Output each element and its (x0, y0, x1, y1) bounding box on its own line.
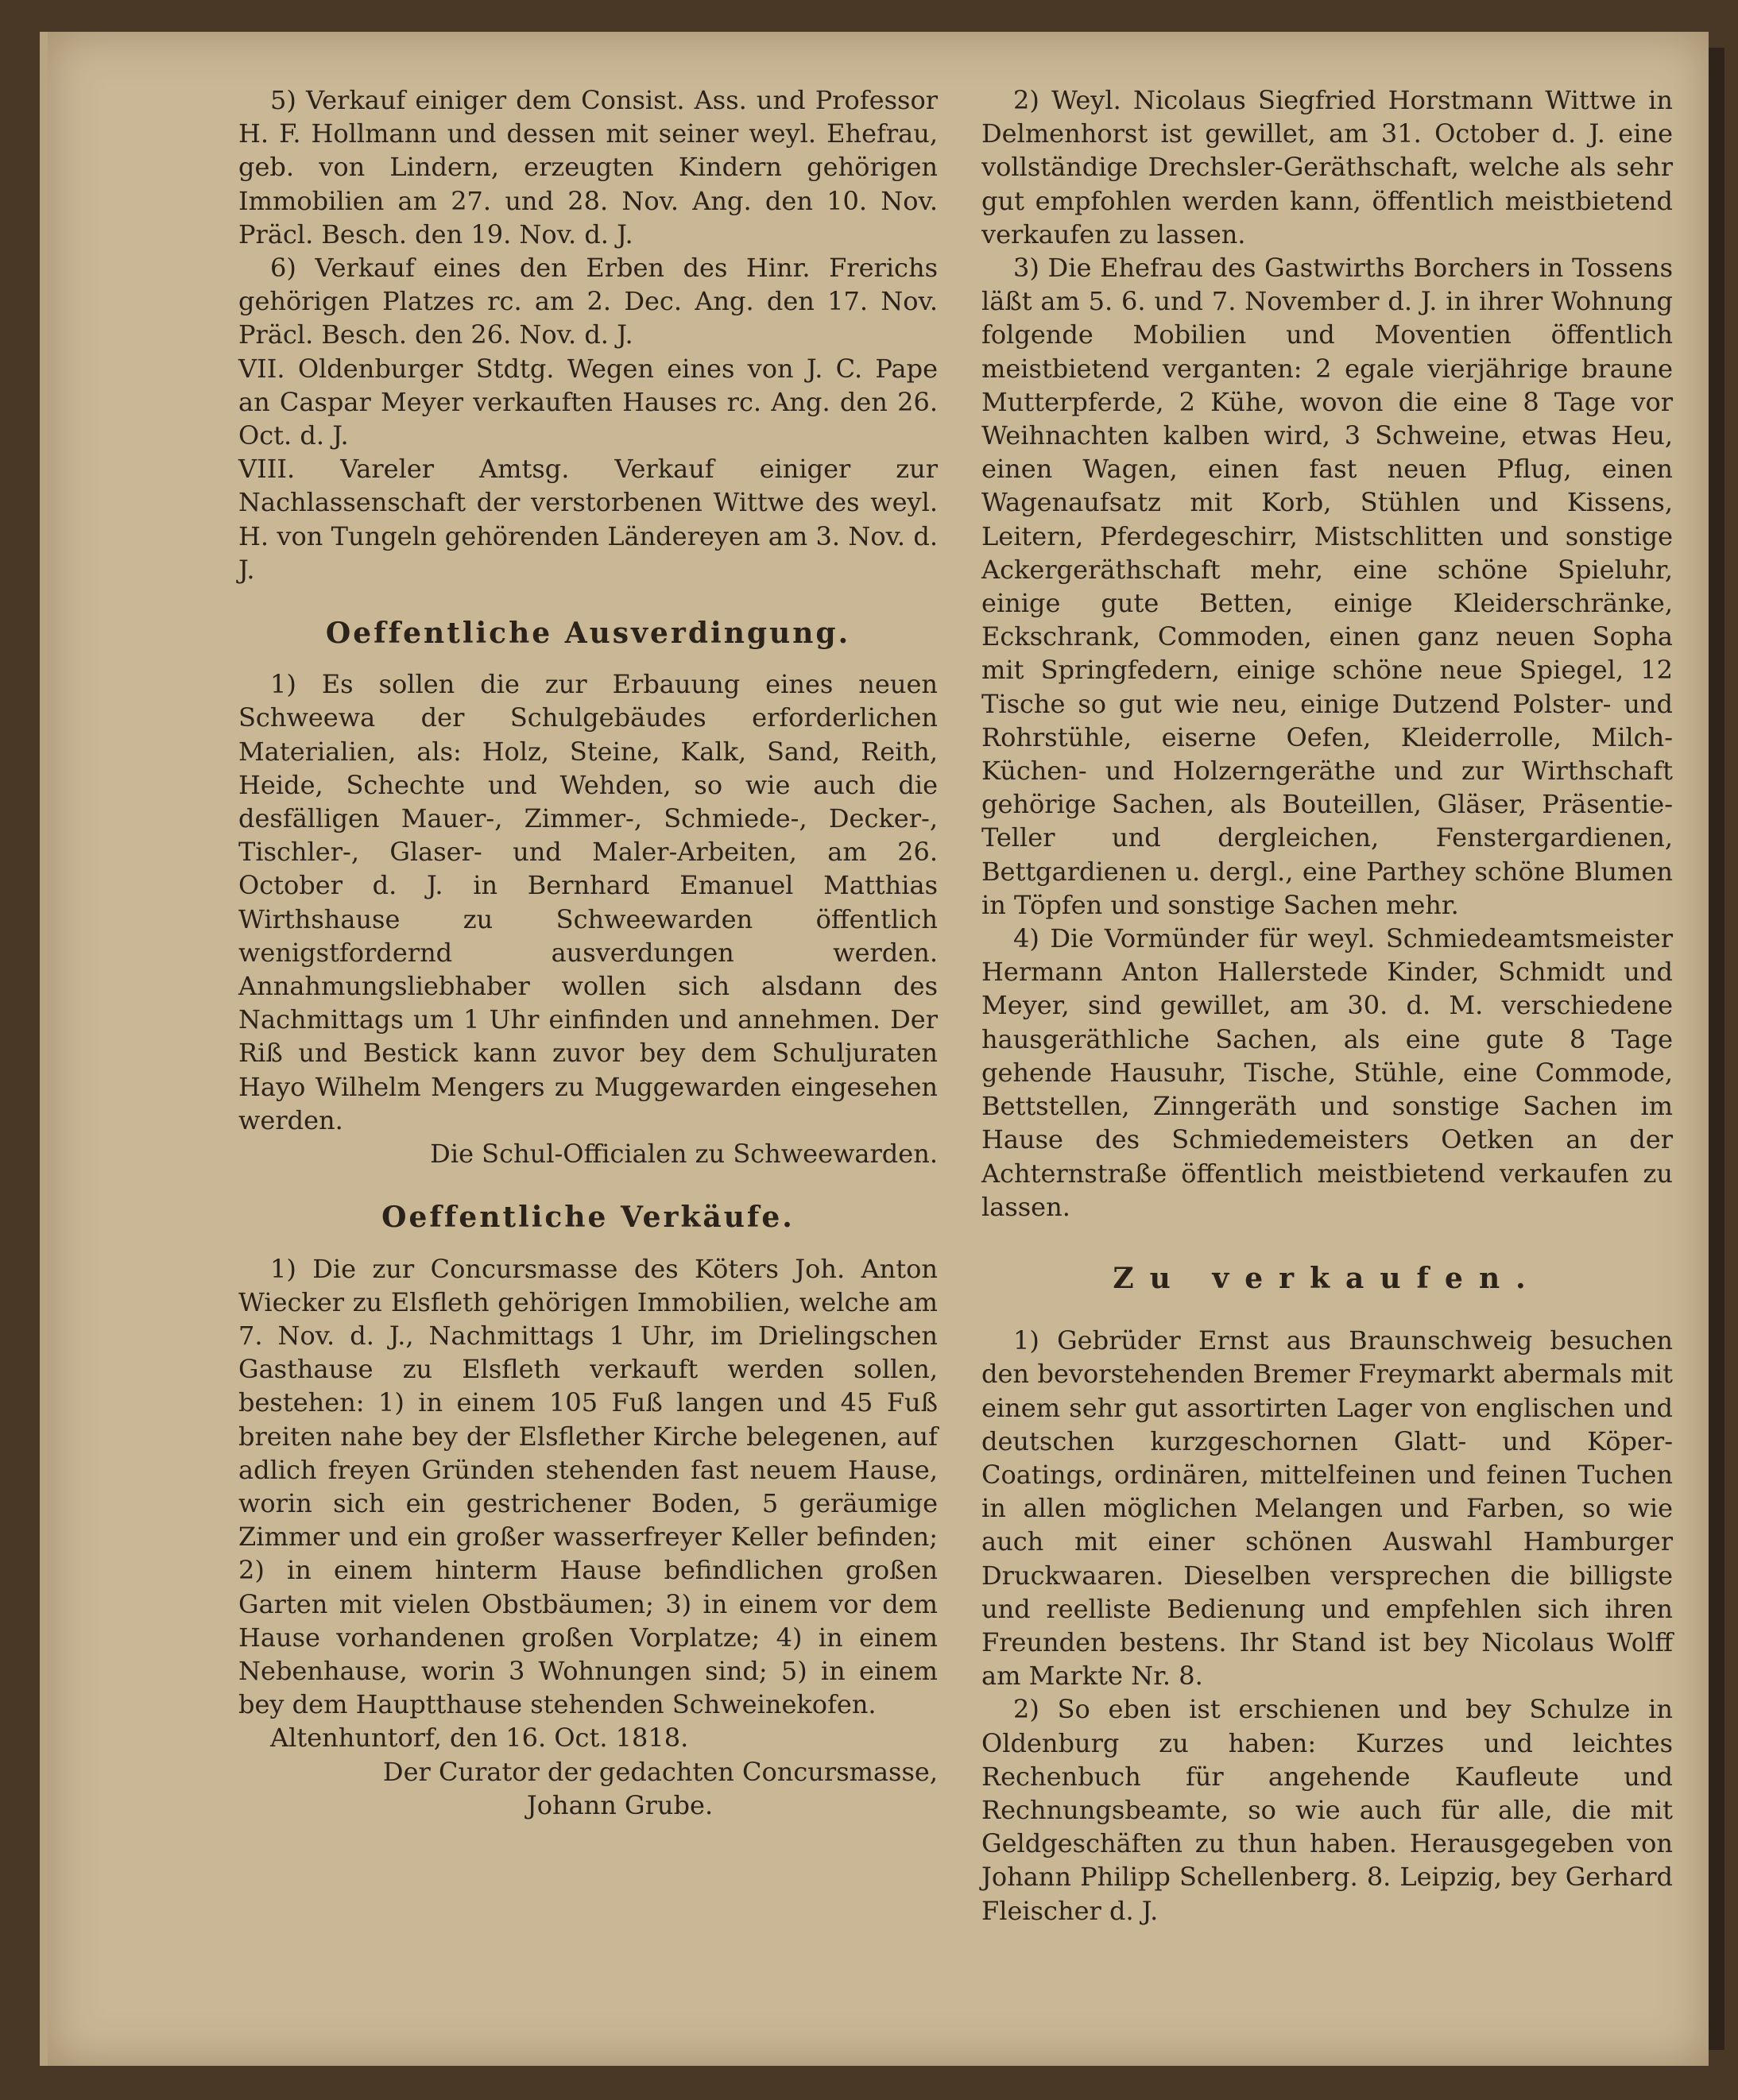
heading-zu-verkaufen: Zu verkaufen. (1113, 1261, 1542, 1295)
heading-verkaeufe: Oeffentliche Verkäufe. (381, 1201, 795, 1235)
sale-3: 3) Die Ehefrau des Gastwirths Borchers in Tossens läßt am 5. 6. und 7. November d. J. in ihrer Wohnung folgende Mobilien und Moventien öffentlich meistbietend verganten: 2 egale vierjährige braune Mutterpferde, 2 Kühe, wovon die eine 8 Tage vor Weihnachten kalben wird, 3 Schweine, etwas Heu, einen Wagen, einen fast neuen Pflug, einen Wagenaufsatz mit Korb, Stühlen und Kissens, Leitern, Pferdegeschirr, Mistschlitten und sonstige Ackergeräthschaft mehr, eine schöne Spieluhr, einige gute Betten, einige Kleiderschränke, Eckschrank, Commoden, einen ganz neuen Sopha mit Springfedern, einige schöne neue Spiegel, 12 Tische so gut wie neu, einige Dutzend Polster- und Rohrstühle, eiserne Oefen, Kleiderrolle, Milch- Küchen- und Holzerngeräthe und zur Wirthschaft gehörige Sachen, als Bouteillen, Gläser, Präsentie-Teller und dergleichen, Fenstergardienen, Bettgardienen u. dergl., eine Parthey schöne Blumen in Töpfen und sonstige Sachen mehr. (981, 253, 1673, 920)
item-vii: VII. Oldenburger Stdtg. Wegen eines von J. C. Pape an Caspar Meyer verkauften Hauses rc. Ang. den 26. Oct. d. J. (238, 353, 938, 451)
ausverdingung-text: 1) Es sollen die zur Erbauung eines neuen Schweewa der Schulgebäudes erforderlichen Materialien, als: Holz, Steine, Kalk, Sand, Reith, Heide, Schechte und Wehden, so wie auch die desfälligen Mauer-, Zimmer-, Schmiede-, Decker-, Tischler-, Glaser- und Maler-Arbeiten, am 26. October d. J. in Bernhard Emanuel Matthias Wirthshause zu Schweewarden öffentlich wenigstfordernd ausverdungen werden. Annahmungsliebhaber wollen sich alsdann des Nachmittags um 1 Uhr einfinden und annehmen. Der Riß und Bestick kann zuvor bey dem Schuljuraten Hayo Wilhelm Mengers zu Muggewarden eingesehen werden. (238, 669, 938, 1135)
item-viii: VIII. Vareler Amtsg. Verkauf einiger zur Nachlassenschaft der verstorbenen Wittwe des weyl. H. von Tungeln gehörenden Ländereyen am 3. Nov. d. J. (238, 454, 938, 585)
for-sale-1: 1) Gebrüder Ernst aus Braunschweig besuchen den bevorstehenden Bremer Freymarkt abermals mit einem sehr gut assortirten Lager von englischen und deutschen kurzgeschornen Glatt- und Köper-Coatings, ordinären, mittelfeinen und feinen Tuchen in allen möglichen Melangen und Farben, so wie auch mit einer schönen Auswahl Hamburger Druckwaaren. Dieselben versprechen die billigste und reelliste Bedienung und empfehlen sich ihren Freunden bestens. Ihr Stand ist bey Nicolaus Wolff am Markte Nr. 8. (981, 1325, 1673, 1692)
item-6: 6) Verkauf eines den Erben des Hinr. Frerichs gehörigen Platzes rc. am 2. Dec. Ang. den 17. Nov. Präcl. Besch. den 26. Nov. d. J. (238, 253, 938, 350)
ausverdingung-signature: Die Schul-Officialen zu Schweewarden. (430, 1139, 938, 1170)
item-5: 5) Verkauf einiger dem Consist. Ass. und Professor H. F. Hollmann und dessen mit seiner weyl. Ehefrau, geb. von Lindern, erzeugten Kindern gehörigen Immobilien am 27. und 28. Nov. Ang. den 10. Nov. Präcl. Besch. den 19. Nov. d. J. (238, 85, 938, 249)
left-column (238, 83, 938, 1822)
verkaeufe-text: 1) Die zur Concursmasse des Köters Joh. Anton Wiecker zu Elsfleth gehörigen Immobilien, welche am 7. Nov. d. J., Nachmittags 1 Uhr, im Drielingschen Gasthause zu Elsfleth verkauft werden sollen, bestehen: 1) in einem 105 Fuß langen und 45 Fuß breiten nahe bey der Elsflether Kirche belegenen, auf adlich freyen Gründen stehenden fast neuem Hause, worin sich ein gestrichener Boden, 5 geräumige Zimmer und ein großer wasserfreyer Keller befinden; 2) in einem hinterm Hause befindlichen großen Garten mit vielen Obstbäumen; 3) in einem vor dem Hause vorhandenen großen Vorplatze; 4) in einem Nebenhause, worin 3 Wohnungen sind; 5) in einem bey dem Hauptthause stehenden Schweinekofen. (238, 1253, 938, 1720)
place-date: Altenhuntorf, den 16. Oct. 1818. (270, 1723, 689, 1754)
curator-name: Johann Grube. (526, 1789, 714, 1820)
curator-line: Der Curator der gedachten Concursmasse, (382, 1756, 938, 1787)
sale-4: 4) Die Vormünder für weyl. Schmiedeamtsmeister Hermann Anton Hallerstede Kinder, Schmidt und Meyer, sind gewillet, am 30. d. M. verschiedene hausgeräthliche Sachen, als eine gute 8 Tage gehende Hausuhr, Tische, Stühle, eine Commode, Bettstellen, Zinngeräth und sonstige Sachen im Hause des Schmiedemeisters Oetken an der Achternstraße öffentlich meistbietend verkaufen zu lassen. (981, 923, 1673, 1222)
for-sale-2: 2) So eben ist erschienen und bey Schulze in Oldenburg zu haben: Kurzes und leichtes Rechenbuch für angehende Kaufleute und Rechnungsbeamte, so wie auch für alle, die mit Geldgeschäften zu thun haben. Herausgegeben von Johann Philipp Schellenberg. 8. Leipzig, bey Gerhard Fleischer d. J. (981, 1694, 1673, 1926)
right-column (981, 83, 1673, 1928)
heading-ausverdingung: Oeffentliche Ausverdingung. (325, 617, 851, 651)
sale-2: 2) Weyl. Nicolaus Siegfried Horstmann Wittwe in Delmenhorst ist gewillet, am 31. October d. J. eine vollständige Drechsler-Geräthschaft, welche als sehr gut empfohlen werden kann, öffentlich meistbietend verkaufen zu lassen. (981, 85, 1673, 249)
